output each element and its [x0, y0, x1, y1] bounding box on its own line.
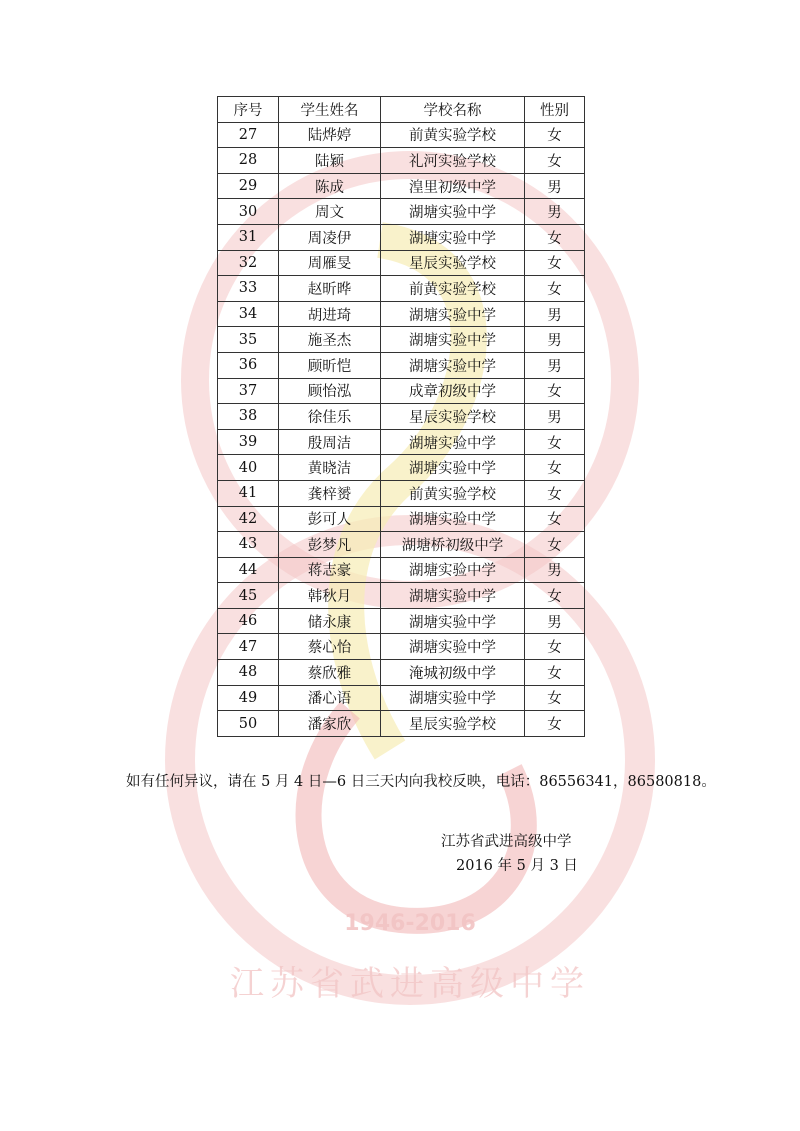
- cell-school-name: 星辰实验学校: [381, 250, 525, 276]
- cell-school-name: 星辰实验学校: [381, 711, 525, 737]
- cell-gender: 女: [525, 429, 585, 455]
- cell-index: 29: [218, 173, 279, 199]
- table-row: [218, 711, 585, 737]
- cell-student-name: 陆颖: [279, 148, 381, 174]
- cell-gender: 女: [525, 455, 585, 481]
- cell-index: 27: [218, 122, 279, 148]
- watermark-calligraphy: 江苏省武进高级中学: [230, 964, 590, 1004]
- cell-school-name: 湖塘实验中学: [381, 557, 525, 583]
- cell-school-name: 湖塘实验中学: [381, 685, 525, 711]
- cell-student-name: 彭可人: [279, 506, 381, 532]
- cell-school-name: 湖塘实验中学: [381, 301, 525, 327]
- cell-school-name: 湖塘实验中学: [381, 455, 525, 481]
- cell-gender: 女: [525, 276, 585, 302]
- table-row: [218, 301, 585, 327]
- cell-student-name: 黄晓洁: [279, 455, 381, 481]
- cell-school-name: 湖塘实验中学: [381, 352, 525, 378]
- cell-index: 43: [218, 532, 279, 558]
- cell-student-name: 殷周洁: [279, 429, 381, 455]
- table-body: [218, 122, 585, 736]
- cell-school-name: 前黄实验学校: [381, 480, 525, 506]
- student-roster-table: [217, 96, 585, 737]
- table-row: [218, 660, 585, 686]
- cell-student-name: 顾昕恺: [279, 352, 381, 378]
- table-row: [218, 173, 585, 199]
- cell-gender: 男: [525, 199, 585, 225]
- cell-index: 39: [218, 429, 279, 455]
- cell-index: 49: [218, 685, 279, 711]
- table-row: [218, 685, 585, 711]
- table-row: [218, 532, 585, 558]
- cell-student-name: 周雁旻: [279, 250, 381, 276]
- cell-gender: 女: [525, 122, 585, 148]
- table-row: [218, 250, 585, 276]
- cell-gender: 女: [525, 378, 585, 404]
- cell-school-name: 湖塘实验中学: [381, 506, 525, 532]
- table-row: [218, 122, 585, 148]
- cell-student-name: 韩秋月: [279, 583, 381, 609]
- cell-index: 32: [218, 250, 279, 276]
- table-row: [218, 276, 585, 302]
- cell-student-name: 蔡心怡: [279, 634, 381, 660]
- cell-school-name: 星辰实验学校: [381, 404, 525, 430]
- table-row: [218, 480, 585, 506]
- cell-index: 36: [218, 352, 279, 378]
- cell-index: 46: [218, 608, 279, 634]
- cell-school-name: 湖塘实验中学: [381, 583, 525, 609]
- cell-student-name: 储永康: [279, 608, 381, 634]
- cell-gender: 男: [525, 608, 585, 634]
- table-row: [218, 327, 585, 353]
- cell-gender: 女: [525, 583, 585, 609]
- cell-school-name: 湖塘实验中学: [381, 224, 525, 250]
- cell-gender: 女: [525, 634, 585, 660]
- cell-gender: 女: [525, 660, 585, 686]
- cell-gender: 男: [525, 352, 585, 378]
- cell-index: 50: [218, 711, 279, 737]
- cell-index: 48: [218, 660, 279, 686]
- objection-notice: 如有任何异议，请在 5 月 4 日—6 日三天内向我校反映，电话：86556341，86580818。: [126, 774, 716, 790]
- table-row: [218, 429, 585, 455]
- cell-school-name: 成章初级中学: [381, 378, 525, 404]
- cell-student-name: 胡进琦: [279, 301, 381, 327]
- cell-school-name: 礼河实验学校: [381, 148, 525, 174]
- table-header-row: [218, 97, 585, 123]
- table-row: [218, 404, 585, 430]
- cell-index: 40: [218, 455, 279, 481]
- cell-gender: 男: [525, 301, 585, 327]
- table-row: [218, 224, 585, 250]
- cell-index: 47: [218, 634, 279, 660]
- table-row: [218, 148, 585, 174]
- cell-school-name: 湖塘实验中学: [381, 327, 525, 353]
- header-student-name: 学生姓名: [279, 97, 381, 123]
- cell-student-name: 赵昕晔: [279, 276, 381, 302]
- cell-school-name: 湖塘桥初级中学: [381, 532, 525, 558]
- cell-gender: 女: [525, 506, 585, 532]
- cell-student-name: 周文: [279, 199, 381, 225]
- cell-gender: 女: [525, 224, 585, 250]
- cell-gender: 女: [525, 480, 585, 506]
- cell-index: 30: [218, 199, 279, 225]
- cell-school-name: 前黄实验学校: [381, 122, 525, 148]
- signature-date: 2016 年 5 月 3 日: [456, 858, 578, 874]
- cell-index: 33: [218, 276, 279, 302]
- cell-student-name: 顾怡泓: [279, 378, 381, 404]
- cell-school-name: 湖塘实验中学: [381, 199, 525, 225]
- cell-gender: 女: [525, 711, 585, 737]
- signature-school: 江苏省武进高级中学: [441, 834, 572, 850]
- table-row: [218, 506, 585, 532]
- cell-index: 28: [218, 148, 279, 174]
- cell-index: 45: [218, 583, 279, 609]
- cell-gender: 女: [525, 532, 585, 558]
- cell-student-name: 周凌伊: [279, 224, 381, 250]
- table-row: [218, 634, 585, 660]
- cell-index: 37: [218, 378, 279, 404]
- header-gender: 性别: [525, 97, 585, 123]
- table-row: [218, 608, 585, 634]
- cell-school-name: 湖塘实验中学: [381, 634, 525, 660]
- cell-student-name: 徐佳乐: [279, 404, 381, 430]
- cell-index: 35: [218, 327, 279, 353]
- table-row: [218, 352, 585, 378]
- cell-index: 44: [218, 557, 279, 583]
- cell-student-name: 潘家欣: [279, 711, 381, 737]
- cell-student-name: 陈成: [279, 173, 381, 199]
- cell-gender: 男: [525, 404, 585, 430]
- cell-index: 41: [218, 480, 279, 506]
- cell-index: 42: [218, 506, 279, 532]
- watermark-years: 1946-2016: [344, 911, 476, 936]
- cell-index: 38: [218, 404, 279, 430]
- cell-school-name: 湟里初级中学: [381, 173, 525, 199]
- table-row: [218, 199, 585, 225]
- table-row: [218, 455, 585, 481]
- cell-gender: 男: [525, 557, 585, 583]
- cell-student-name: 施圣杰: [279, 327, 381, 353]
- cell-index: 34: [218, 301, 279, 327]
- table-row: [218, 583, 585, 609]
- cell-school-name: 淹城初级中学: [381, 660, 525, 686]
- cell-student-name: 陆烨婷: [279, 122, 381, 148]
- watermark-red-swoosh: [309, 710, 524, 921]
- cell-gender: 男: [525, 327, 585, 353]
- cell-school-name: 湖塘实验中学: [381, 429, 525, 455]
- table-row: [218, 557, 585, 583]
- header-index: 序号: [218, 97, 279, 123]
- cell-school-name: 前黄实验学校: [381, 276, 525, 302]
- cell-gender: 男: [525, 173, 585, 199]
- cell-student-name: 蒋志豪: [279, 557, 381, 583]
- cell-student-name: 潘心语: [279, 685, 381, 711]
- cell-student-name: 蔡欣雅: [279, 660, 381, 686]
- cell-gender: 女: [525, 250, 585, 276]
- header-school-name: 学校名称: [381, 97, 525, 123]
- cell-student-name: 龚梓赟: [279, 480, 381, 506]
- cell-gender: 女: [525, 148, 585, 174]
- cell-gender: 女: [525, 685, 585, 711]
- table-row: [218, 378, 585, 404]
- cell-index: 31: [218, 224, 279, 250]
- cell-student-name: 彭梦凡: [279, 532, 381, 558]
- cell-school-name: 湖塘实验中学: [381, 608, 525, 634]
